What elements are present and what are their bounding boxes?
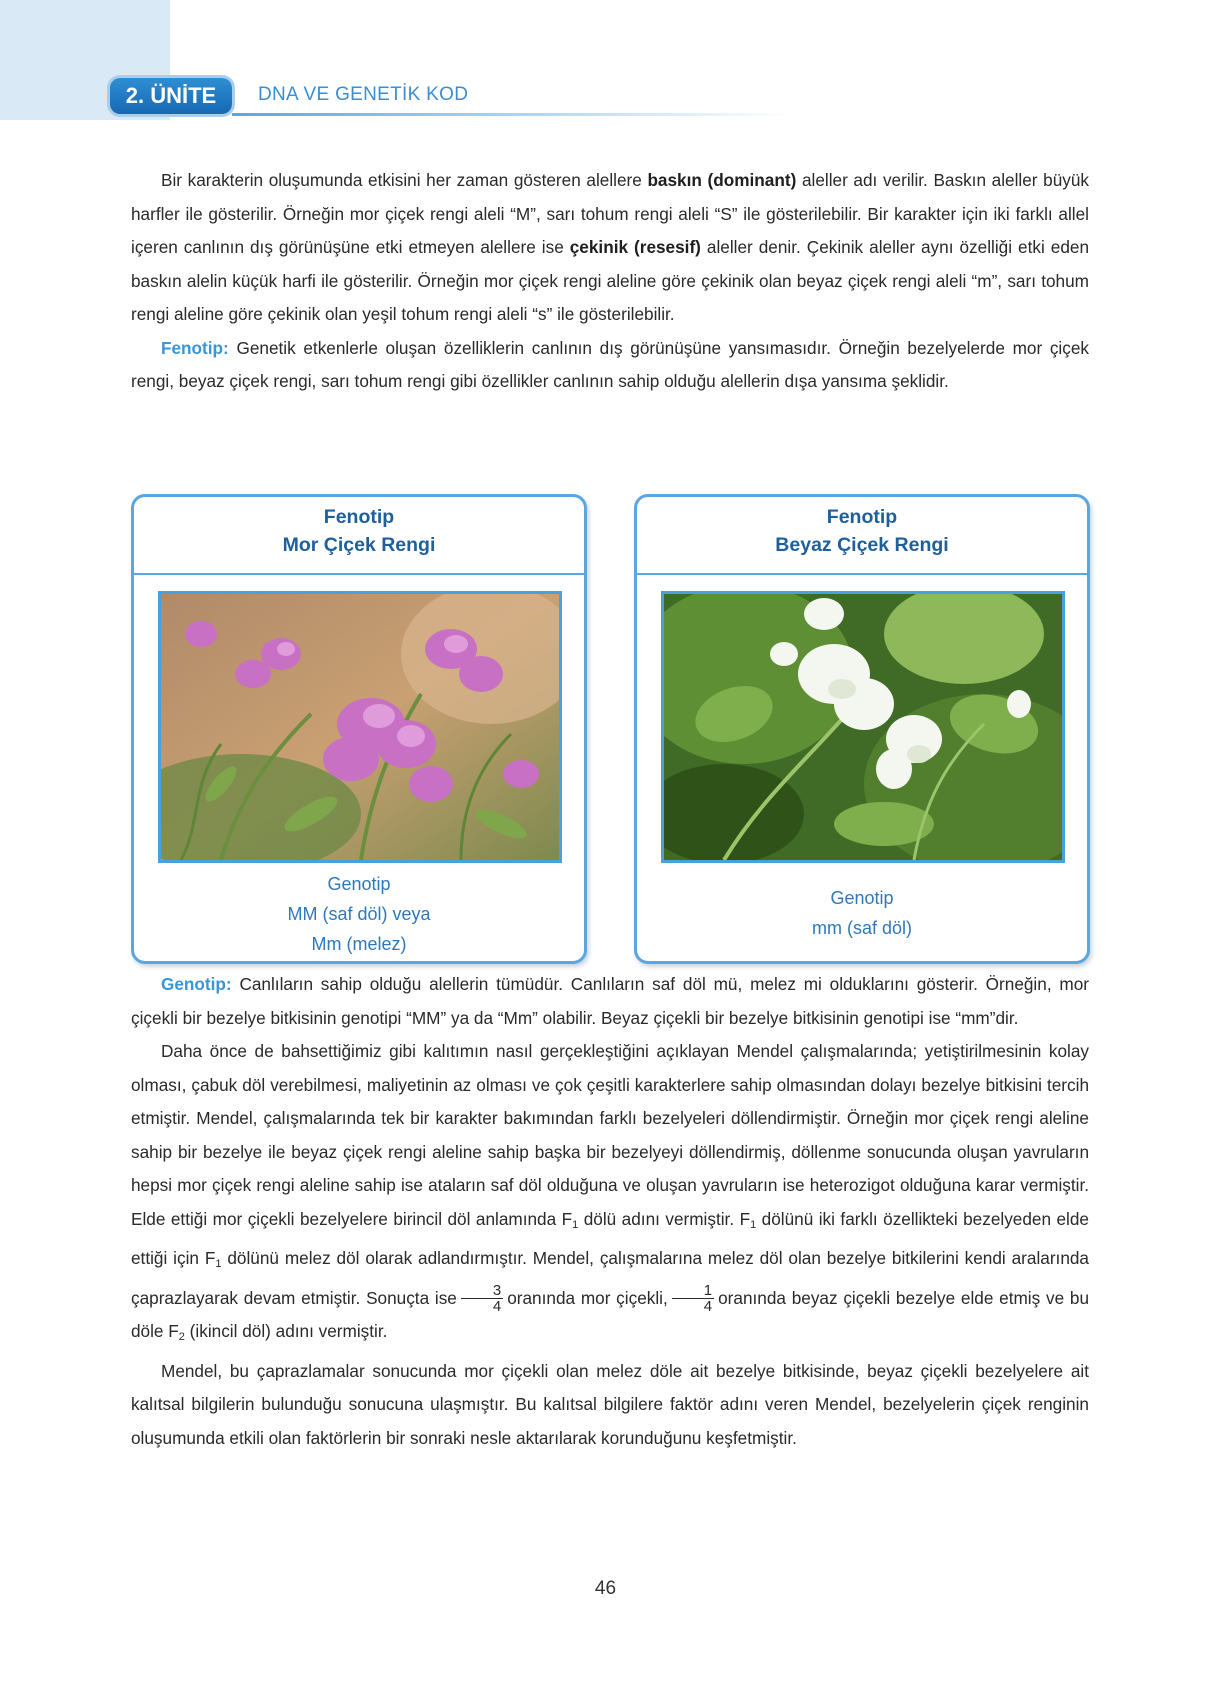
unit-badge: 2. ÜNİTE [110, 78, 232, 114]
paragraph-phenotype: Fenotip: Genetik etkenlerle oluşan özelliklerin canlının dış görünüşüne yansımasıdır. Örneğin bezelyelerde mor çiçek rengi, beyaz çiçek rengi, sarı tohum rengi gibi özellikler canlının sahip olduğu alellerin dışa yansıma şeklidir. [131, 337, 1089, 391]
genotype-value: mm (saf döl) [811, 918, 912, 938]
term-phenotype: Fenotip: [161, 337, 229, 358]
fraction-one-quarter: $\frac{1}{4}$ [672, 1283, 714, 1314]
phenotype-box-purple [131, 494, 587, 964]
intro-text [131, 164, 1089, 399]
white-pea-flower-photo [661, 591, 1065, 863]
term-recessive: çekinik (resesif) [569, 237, 701, 257]
phenotype-box-white [634, 494, 1090, 964]
term-dominant: baskın (dominant) [647, 170, 797, 190]
phenotype-label: Fenotip [323, 506, 395, 528]
phenotype-name: Beyaz Çiçek Rengi [775, 534, 949, 556]
genotype-label: Genotip [327, 874, 391, 894]
genotype-white [637, 883, 1087, 943]
purple-pea-flower-photo [158, 591, 562, 863]
genotype-value: Mm (melez) [311, 934, 407, 954]
fraction-three-quarters: $\frac{3}{4}$ [461, 1283, 503, 1314]
term-genotype: Genotip: [161, 974, 232, 994]
body-text [131, 968, 1089, 1455]
paragraph-mendel-experiments: Daha önce de bahsettiğimiz gibi kalıtımın nasıl gerçekleştiğini açıklayan Mendel çalışmalarında; yetiştirilmesinin kolay olması, çabuk döl verebilmesi, maliyetinin az olması ve çok çeşitli karakterlere sahip olmasından dolayı bezelye bitkisini tercih etmiştir. Mendel, çalışmalarında tek bir karakter bakımından farklı bezelyeleri döllendirmiştir. Örneğin mor çiçek rengi aleline sahip bir bezelye ile beyaz çiçek rengi aleline sahip başka bir bezelyeyi döllendirmiş, döllenme sonucunda oluşan yavruların hepsi mor çiçek rengi aleline sahip ise ataların saf döl olduğuna ve oluşan yavruların ise heterozigot olduğuna karar vermiştir. Elde ettiği mor çiçekli bezelyelere birincil döl anlamında $F_1$ dölü adını vermiştir. $F_1$ dölünü iki farklı özellikteki bezelyeden elde ettiği için $F_1$ dölünü melez döl olarak adlandırmıştır. Mendel, çalışmalarına melez döl olan bezelye bitkilerini kendi aralarında çaprazlayarak devam etmiştir. Sonuçta ise $\frac{3}{4}$ oranında mor çiçekli, $\frac{1}{4}$ oranında beyaz çiçekli bezelye elde etmiş ve bu döle $F_2$ (ikincil döl) adını vermiştir. [131, 1041, 1090, 1343]
paragraph-genotype: Genotip: Canlıların sahip olduğu alellerin tümüdür. Canlıların saf döl mü, melez mi olduklarını gösterir. Örneğin, mor çiçekli bir bezelye bitkisinin genotipi “MM” ya da “Mm” olabilir. Beyaz çiçekli bir bezelye bitkisinin genotipi ise “mm”dir. [131, 974, 1089, 1028]
unit-header [110, 70, 690, 120]
phenotype-box-header [637, 497, 1087, 575]
phenotype-name: Mor Çiçek Rengi [282, 534, 436, 556]
page-number: 46 [594, 1578, 617, 1599]
phenotype-box-header [134, 497, 584, 575]
genotype-value: MM (saf döl) veya [287, 904, 431, 924]
paragraph-dominant-recessive: Bir karakterin oluşumunda etkisini her zaman gösteren alellere baskın (dominant) aleller adı verilir. Baskın aleller büyük harfler ile gösterilir. Örneğin mor çiçek rengi aleli “M”, sarı tohum rengi aleli “S” ile gösterilebilir. Bir karakter için iki farklı allel içeren canlının dış görünüşüne etki etmeyen alellere ise çekinik (resesif) aleller denir. Çekinik aleller aynı özelliği etki eden baskın alelin küçük harfi ile gösterilir. Örneğin mor çiçek rengi aleline göre çekinik olan beyaz çiçek rengi aleli “m”, sarı tohum rengi aleline göre çekinik olan yeşil tohum rengi aleli “s” ile gösterilebilir. [131, 170, 1089, 324]
genotype-purple [134, 869, 584, 959]
phenotype-label: Fenotip [826, 506, 898, 528]
header-divider [232, 113, 792, 116]
paragraph-mendel-factors: Mendel, bu çaprazlamalar sonucunda mor çiçekli olan melez döle ait bezelye bitkisinde, beyaz çiçekli bezelyelere ait kalıtsal bilgilerin bulunduğu sonucuna ulaşmıştır. Bu kalıtsal bilgilere faktör adını veren Mendel, bezelyelerin çiçek renginin oluşumunda etkili olan faktörlerin bir sonraki nesle aktarılarak korunduğunu keşfetmiştir. [131, 1360, 1089, 1448]
genotype-label: Genotip [830, 888, 894, 908]
unit-title: DNA VE GENETİK KOD [258, 84, 469, 105]
